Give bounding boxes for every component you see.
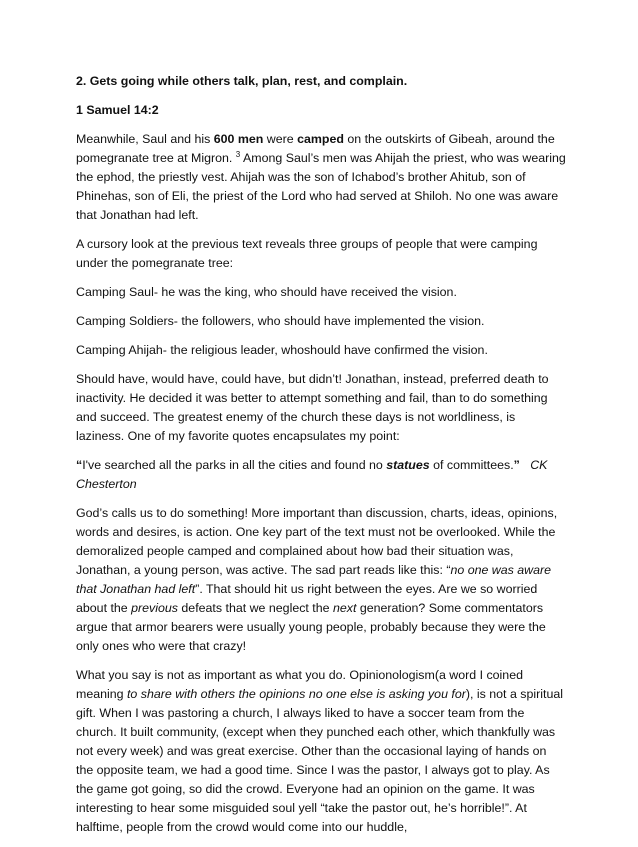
paragraph-should-have: Should have, would have, could have, but didn’t! Jonathan, instead, preferred death to inactivity. He decided it was better to attempt something and fail, than to do something and succeed. The greatest enemy of the church these days is not worldliness, is laziness. One of my favorite quotes encapsulates my point: (76, 372, 549, 443)
paragraph-gods-call (76, 504, 566, 656)
italic-phrase: no one was aware that Jonathan had left (76, 563, 552, 596)
quote-emphasis-statues: statues (386, 458, 430, 472)
paragraph-intro-groups: A cursory look at the previous text reveals three groups of people that were camping under the pomegranate tree: (76, 237, 538, 270)
body-text: generation? Some commentators argue that armor bearers were usually young people, probably because they were the only ones who were that crazy! (76, 601, 546, 653)
paragraph-camping-ahijah: Camping Ahijah- the religious leader, whoshould have confirmed the vision. (76, 343, 488, 357)
section-heading: 2. Gets going while others talk, plan, rest, and complain. (76, 74, 408, 88)
quote-text: I've searched all the parks in all the cities and found no (82, 458, 387, 472)
passage-text: on the outskirts of Gibeah, around the pomegranate tree at Migron. (76, 132, 555, 165)
paragraph-camping-saul: Camping Saul- he was the king, who should have received the vision. (76, 285, 457, 299)
quote-close-mark: ” (513, 458, 520, 472)
paragraph-opinionologism (76, 666, 566, 837)
scripture-passage (76, 130, 566, 225)
paragraph-camping-soldiers: Camping Soldiers- the followers, who should have implemented the vision. (76, 314, 485, 328)
body-text: ”. That should hit us right between the eyes. Are we so worried about the (76, 582, 538, 615)
chesterton-quote (76, 456, 566, 494)
quote-open-mark: “ (76, 458, 83, 472)
passage-text: Meanwhile, Saul and his (76, 132, 214, 146)
quote-text: of committees. (429, 458, 514, 472)
body-text: defeats that we neglect the (177, 601, 333, 615)
document-body (76, 72, 566, 847)
emphasis-camped: camped (297, 132, 344, 146)
emphasis-600-men: 600 men (213, 132, 264, 146)
quote-author: CK Chesterton (76, 458, 548, 491)
italic-previous: previous (131, 601, 178, 615)
body-text: God’s calls us to do something! More important than discussion, charts, ideas, opinions, words and desires, is action. One key part of the text must not be overlooked. While the demoralized people camped and complained about how bad their situation was, Jonathan, a young person, was active. The sad part reads like this: “ (76, 506, 558, 577)
italic-definition: to share with others the opinions no one else is asking you for (126, 687, 466, 701)
body-text: ), is not a spiritual gift. When I was pastoring a church, I always liked to have a soccer team from the church. It built community, (except when they punched each other, which thankfully was not every week) and was great exercise. Other than the occasional laying of hands on the opposite team, we had a good time. Since I was the pastor, I always got to play. As the game got going, so did the crowd. Everyone had an opinion on the game. It was interesting to hear some misguided soul yell “take the pastor out, he’s horrible!”. At halftime, people from the crowd would come into our huddle, (76, 687, 563, 834)
passage-text: Among Saul’s men was Ahijah the priest, who was wearing the ephod, the priestly vest. Ahijah was the son of Ichabod’s brother Ahitub, son of Phinehas, son of Eli, the priest of the Lord who had served at Shiloh. No one was aware that Jonathan had left. (76, 151, 566, 222)
italic-next: next (332, 601, 357, 615)
scripture-reference: 1 Samuel 14:2 (76, 103, 159, 117)
body-text: What you say is not as important as what you do. Opinionologism(a word I coined meaning (76, 668, 523, 701)
passage-text: were (263, 132, 298, 146)
verse-number: 3 (235, 150, 241, 159)
